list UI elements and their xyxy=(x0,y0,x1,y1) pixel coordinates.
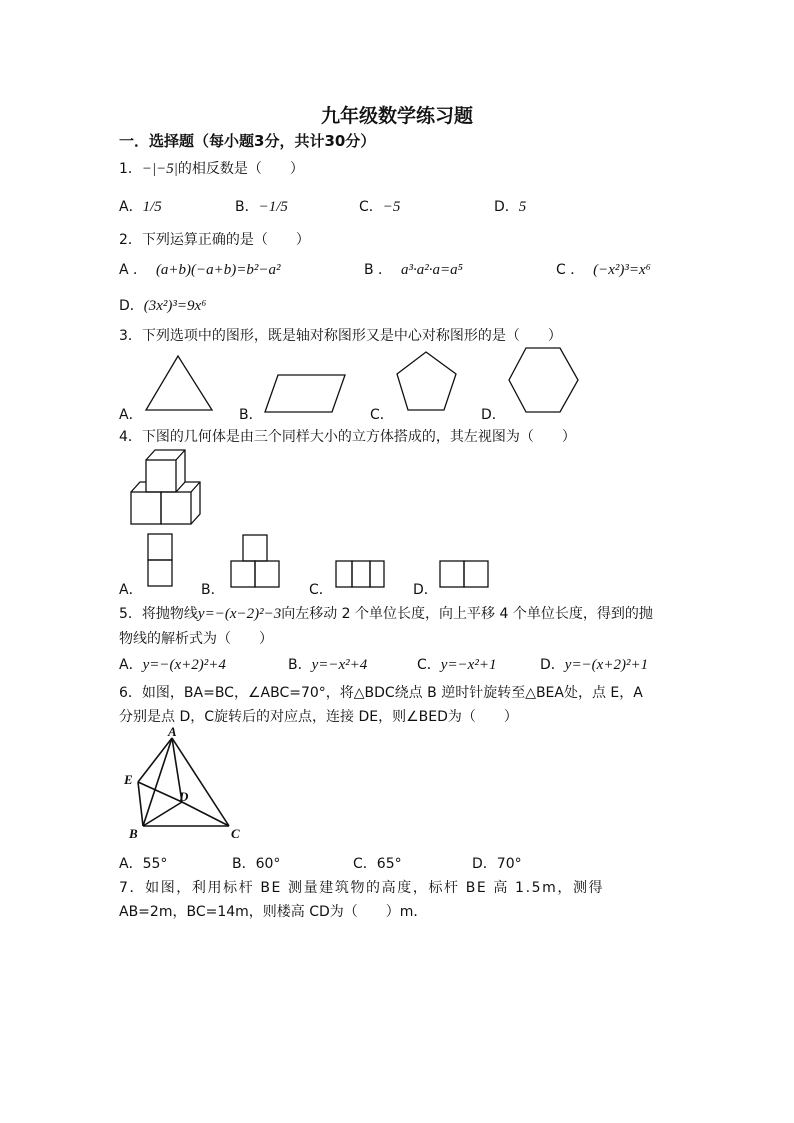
q2-option-a-value: (a+b)(−a+b)=b²−a² xyxy=(155,262,281,278)
q4-option-b[interactable]: B． xyxy=(201,582,225,598)
q4-option-c[interactable]: C． xyxy=(309,582,333,598)
q5-option-d-value: y=−(x+2)²+1 xyxy=(564,657,649,673)
q2-option-b-value: a³·a²·a=a⁵ xyxy=(400,262,463,278)
point-label-d: D xyxy=(179,789,189,804)
q6-option-c[interactable] xyxy=(353,853,402,873)
q6-option-c-letter: C． xyxy=(353,856,377,872)
q3-option-c[interactable]: C． xyxy=(370,407,394,423)
point-label-c: C xyxy=(231,826,240,841)
q5-option-b-letter: B． xyxy=(288,657,312,673)
segment-ed xyxy=(138,782,182,802)
segment-eb xyxy=(138,782,143,826)
q1-option-a-letter: A． xyxy=(119,199,143,215)
q5-option-a-value: y=−(x+2)²+4 xyxy=(142,657,226,673)
q6-option-d[interactable] xyxy=(472,853,522,873)
q1-option-a-value: 1/5 xyxy=(142,199,162,215)
segment-ac xyxy=(172,738,229,826)
q6-option-b-letter: B． xyxy=(232,856,256,872)
q2-option-d-value: (3x²)³=9x⁶ xyxy=(143,298,207,314)
q5-option-c-letter: C． xyxy=(417,657,441,673)
question-7-line-1: 7．如图，利用标杆 BE 测量建筑物的高度，标杆 BE 高 1.5m，测得 xyxy=(119,880,605,896)
question-6-line-1: 6．如图，BA=BC，∠ABC=70°，将△BDC绕点 B 逆时针旋转至△BEA处，点 E，A xyxy=(119,685,643,701)
q6-option-a[interactable] xyxy=(119,853,167,873)
q1-option-c-letter: C． xyxy=(359,199,383,215)
q4-option-a[interactable]: A． xyxy=(119,582,143,598)
q5-option-c-value: y=−x²+1 xyxy=(440,657,497,673)
q6-option-b[interactable] xyxy=(232,853,280,873)
q5-pre: 5．将抛物线 xyxy=(119,606,198,622)
question-3-stem: 3．下列选项中的图形，既是轴对称图形又是中心对称图形的是（ ） xyxy=(119,328,562,344)
q1-option-b-letter: B． xyxy=(235,199,259,215)
q3-option-b[interactable]: B． xyxy=(239,407,263,423)
section-heading: 一．选择题（每小题3分，共计30分） xyxy=(119,132,376,150)
q5-option-b-value: y=−x²+4 xyxy=(311,657,368,673)
q5-option-d-letter: D． xyxy=(540,657,565,673)
q1-expression: −|−5| xyxy=(141,161,178,177)
q2-option-c-letter: C ． xyxy=(556,262,585,278)
q3-option-d[interactable]: D． xyxy=(481,407,506,423)
q6-option-a-value: 55° xyxy=(142,856,168,872)
point-label-a: A xyxy=(168,724,177,739)
q4-option-d[interactable]: D． xyxy=(413,582,438,598)
q6-option-d-letter: D． xyxy=(472,856,497,872)
q1-option-d-value: 5 xyxy=(518,199,527,215)
point-label-e: E xyxy=(124,772,133,787)
question-6-line-2: 分别是点 D，C旋转后的对应点，连接 DE，则∠BED为（ ） xyxy=(119,709,518,725)
q2-option-d-letter: D． xyxy=(119,298,144,314)
q6-option-d-value: 70° xyxy=(496,856,522,872)
segment-ae xyxy=(138,738,172,782)
q1-prefix: 1． xyxy=(119,161,142,177)
q5-option-a-letter: A． xyxy=(119,657,143,673)
segment-ab xyxy=(143,738,172,826)
question-4-stem: 4．下图的几何体是由三个同样大小的立方体搭成的，其左视图为（ ） xyxy=(119,429,576,445)
q5-post: 向左移动 2 个单位长度，向上平移 4 个单位长度，得到的抛 xyxy=(281,606,653,622)
q5-expression: y=−(x−2)²−3 xyxy=(197,606,282,622)
q1-option-d-letter: D． xyxy=(494,199,519,215)
segment-bd xyxy=(143,802,182,826)
q6-option-a-letter: A． xyxy=(119,856,143,872)
point-label-b: B xyxy=(129,826,138,841)
q6-option-b-value: 60° xyxy=(255,856,281,872)
q1-option-c-value: −5 xyxy=(382,199,401,215)
q1-option-b-value: −1/5 xyxy=(258,199,288,215)
q2-option-c-value: (−x²)³=x⁶ xyxy=(593,262,651,278)
q2-option-b-letter: B ． xyxy=(364,262,393,278)
page-title: 九年级数学练习题 xyxy=(320,105,473,127)
q3-option-a[interactable]: A． xyxy=(119,407,143,423)
question-5-line-2: 物线的解析式为（ ） xyxy=(119,631,273,647)
q2-option-a-letter: A ． xyxy=(119,262,148,278)
question-7-line-2: AB=2m，BC=14m，则楼高 CD为（ ）m． xyxy=(119,904,428,920)
q6-option-c-value: 65° xyxy=(376,856,402,872)
question-2-stem: 2．下列运算正确的是（ ） xyxy=(119,232,310,248)
q1-suffix: 的相反数是（ ） xyxy=(177,161,304,177)
